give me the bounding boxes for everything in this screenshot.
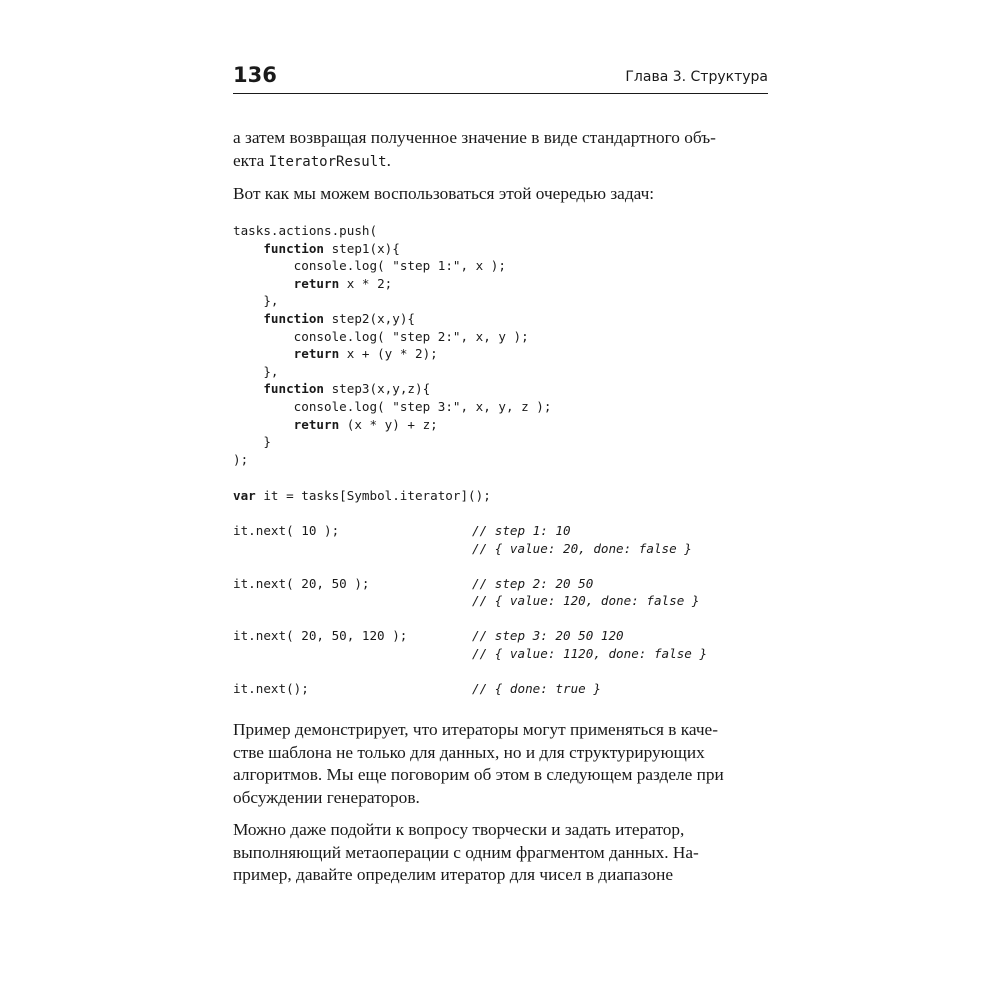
code-line: step1(x){ xyxy=(324,240,400,256)
code-line: console.log( "step 1:", x ); xyxy=(293,258,506,274)
page-number: 136 xyxy=(233,63,277,87)
call-comment: // step 3: 20 50 120 xyxy=(472,628,624,643)
keyword-return: return xyxy=(293,275,340,291)
chapter-title: Глава 3. Структура xyxy=(625,69,768,85)
call-comment: // { done: true } xyxy=(472,680,601,696)
running-head xyxy=(233,60,768,92)
code-line: step2(x,y){ xyxy=(324,310,416,326)
keyword-return: return xyxy=(293,416,340,432)
call-comment: // step 1: 10 xyxy=(472,523,571,538)
intro-line-2-prefix: екта xyxy=(233,150,269,170)
call-row xyxy=(233,680,768,698)
paragraph-example-explanation xyxy=(233,719,768,809)
call-comment: // { value: 20, done: false } xyxy=(472,540,692,556)
call-code: it.next( 20, 50, 120 ); xyxy=(233,628,408,643)
paragraph-line: выполняющий метаоперации с одним фрагментом данных. На- xyxy=(233,842,699,862)
intro-line-1: а затем возвращая полученное значение в виде стандартного объ- xyxy=(233,128,716,147)
paragraph-line: Можно даже подойти к вопросу творчески и задать итератор, xyxy=(233,820,685,839)
paragraph-creative-iterator xyxy=(233,819,768,887)
keyword-function: function xyxy=(263,381,325,397)
code-line: step3(x,y,z){ xyxy=(324,381,431,397)
call-code: it.next( 20, 50 ); xyxy=(233,575,370,591)
header-rule xyxy=(233,93,768,94)
lead-in-paragraph xyxy=(233,183,768,206)
code-block-tasks xyxy=(233,222,768,468)
paragraph-line: стве шаблона не только для данных, но и для структурирующих xyxy=(233,742,705,762)
call-row xyxy=(233,575,768,610)
code-line: }, xyxy=(263,363,279,379)
intro-paragraph xyxy=(233,127,768,173)
code-line: x * 2; xyxy=(339,275,393,291)
call-comment: // step 2: 20 50 xyxy=(472,575,594,591)
code-line: (x * y) + z; xyxy=(339,416,438,432)
code-line: ); xyxy=(233,451,249,467)
paragraph-line: обсуждении генераторов. xyxy=(233,787,420,807)
keyword-function: function xyxy=(263,310,325,326)
code-line: console.log( "step 3:", x, y, z ); xyxy=(293,398,552,414)
lead-in-text: Вот как мы можем воспользоваться этой очередью задач: xyxy=(233,184,655,203)
code-line: } xyxy=(263,434,271,450)
call-code: it.next(); xyxy=(233,680,309,696)
call-row xyxy=(233,627,768,662)
code-line: console.log( "step 2:", x, y ); xyxy=(293,328,529,344)
paragraph-line: Пример демонстрирует, что итераторы могут применяться в каче- xyxy=(233,720,718,739)
var-declaration xyxy=(233,487,768,505)
inline-code-iteratorresult: IteratorResult xyxy=(268,153,387,170)
intro-line-2-suffix: . xyxy=(386,150,391,170)
code-line: tasks.actions.push( xyxy=(233,223,378,238)
call-comment: // { value: 120, done: false } xyxy=(472,593,700,609)
call-comment: // { value: 1120, done: false } xyxy=(472,645,708,661)
code-line: }, xyxy=(263,293,279,309)
keyword-function: function xyxy=(263,240,325,256)
code-line: x + (y * 2); xyxy=(339,346,438,362)
call-code: it.next( 10 ); xyxy=(233,523,340,538)
code-line: it = tasks[Symbol.iterator](); xyxy=(255,488,491,503)
call-row xyxy=(233,522,768,557)
next-calls xyxy=(233,522,768,698)
paragraph-line: пример, давайте определим итератор для чисел в диапазоне xyxy=(233,865,673,884)
keyword-return: return xyxy=(293,346,340,362)
keyword-var: var xyxy=(233,488,256,503)
paragraph-line: алгоритмов. Мы еще поговорим об этом в следующем разделе при xyxy=(233,765,724,784)
code-listing xyxy=(233,222,768,468)
